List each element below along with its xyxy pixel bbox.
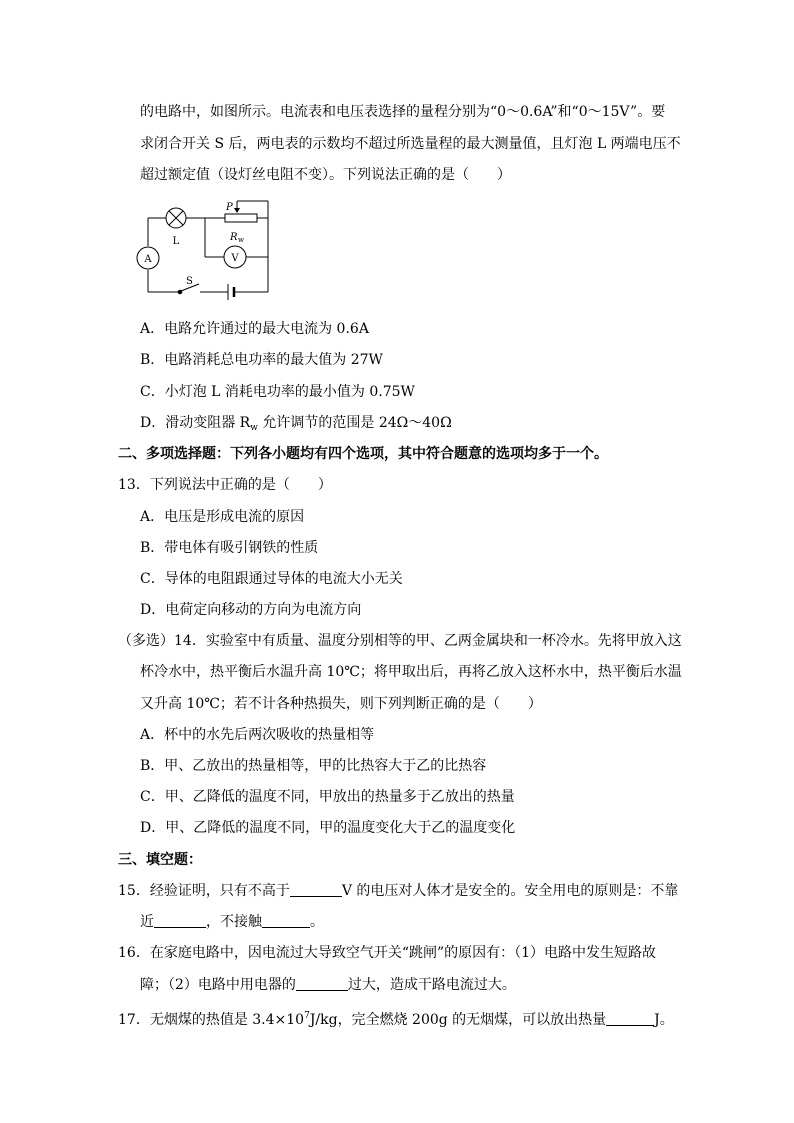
q14-option-c: C．甲、乙降低的温度不同，甲放出的热量多于乙放出的热量 bbox=[140, 789, 515, 805]
q14-option-a: A．杯中的水先后两次吸收的热量相等 bbox=[140, 727, 375, 743]
q14-stem-line-2: 杯冷水中，热平衡后水温升高 10℃；将甲取出后，再将乙放入这杯水中，热平衡后水温 bbox=[140, 664, 682, 680]
rheostat-label-sub: w bbox=[238, 236, 244, 244]
voltmeter-label: V bbox=[231, 253, 239, 264]
rheostat-body bbox=[225, 214, 257, 222]
q16-line-2: 障；（2）电路中用电器的 过大，造成干路电流过大。 bbox=[140, 977, 516, 993]
circuit-diagram bbox=[130, 196, 280, 300]
slider-label: P bbox=[226, 202, 233, 213]
section-3-heading: 三、填空题： bbox=[118, 852, 202, 868]
q17-blank[interactable] bbox=[606, 1011, 654, 1026]
q16-blank[interactable] bbox=[296, 976, 348, 991]
q12-stem-line-1: 的电路中，如图所示。电流表和电压表选择的量程分别为“0～0.6A”和“0～15V”。要 bbox=[140, 104, 666, 120]
q12-stem-line-3: 超过额定值（设灯丝电阻不变）。下列说法正确的是（ ） bbox=[140, 167, 511, 183]
section-2-heading: 二、多项选择题：下列各小题均有四个选项，其中符合题意的选项均多于一个。 bbox=[118, 446, 608, 462]
q13-stem: 13．下列说法中正确的是（ ） bbox=[118, 477, 332, 493]
q16-line-1: 16．在家庭电路中，因电流过大导致空气开关“跳闸”的原因有：（1）电路中发生短路故 bbox=[118, 945, 657, 961]
q17-line: 17．无烟煤的热值是 $3.4\times 10^7J/kg$，完全燃烧 200g 的无烟煤，可以放出热量 J。 bbox=[118, 1011, 674, 1028]
q14-stem-line-1: （多选）14．实验室中有质量、温度分别相等的甲、乙两金属块和一杯冷水。先将甲放入这 bbox=[118, 633, 682, 649]
q13-option-d: D．电荷定向移动的方向为电流方向 bbox=[140, 602, 362, 618]
q12-option-c: C．小灯泡 L 消耗电功率的最小值为 0.75W bbox=[140, 384, 415, 400]
q13-option-c: C．导体的电阻跟通过导体的电流大小无关 bbox=[140, 571, 403, 587]
q14-option-d: D．甲、乙降低的温度不同，甲的温度变化大于乙的温度变化 bbox=[140, 820, 516, 836]
q13-option-a: A．电压是形成电流的原因 bbox=[140, 509, 305, 525]
rheostat-label: R bbox=[230, 232, 238, 243]
q14-stem-line-3: 又升高 10℃；若不计各种热损失，则下列判断正确的是（ ） bbox=[140, 696, 542, 712]
q14-option-b: B．甲、乙放出的热量相等，甲的比热容大于乙的比热容 bbox=[140, 758, 487, 774]
q15-blank-1[interactable] bbox=[290, 882, 342, 897]
q15-blank-2[interactable] bbox=[154, 913, 206, 928]
lamp-label: L bbox=[172, 236, 180, 247]
q12-option-d: D．滑动变阻器 $R_w$ 允许调节的范围是 24Ω～40Ω bbox=[140, 415, 452, 433]
q15-blank-3[interactable] bbox=[262, 913, 310, 928]
q12-stem-line-2: 求闭合开关 S 后，两电表的示数均不超过所选量程的最大测量值，且灯泡 L 两端电压不 bbox=[140, 136, 681, 152]
q13-option-b: B．带电体有吸引钢铁的性质 bbox=[140, 540, 319, 556]
q12-option-b: B．电路消耗总电功率的最大值为 27W bbox=[140, 352, 383, 368]
q12-option-a: A．电路允许通过的最大电流为 0.6A bbox=[140, 321, 369, 337]
q15-line-1: 15．经验证明，只有不高于 V 的电压对人体才是安全的。安全用电的原则是：不靠 bbox=[118, 883, 679, 899]
q15-line-2: 近 ，不接触 。 bbox=[140, 914, 324, 930]
ammeter-label: A bbox=[144, 254, 152, 265]
switch-label: S bbox=[186, 276, 193, 287]
